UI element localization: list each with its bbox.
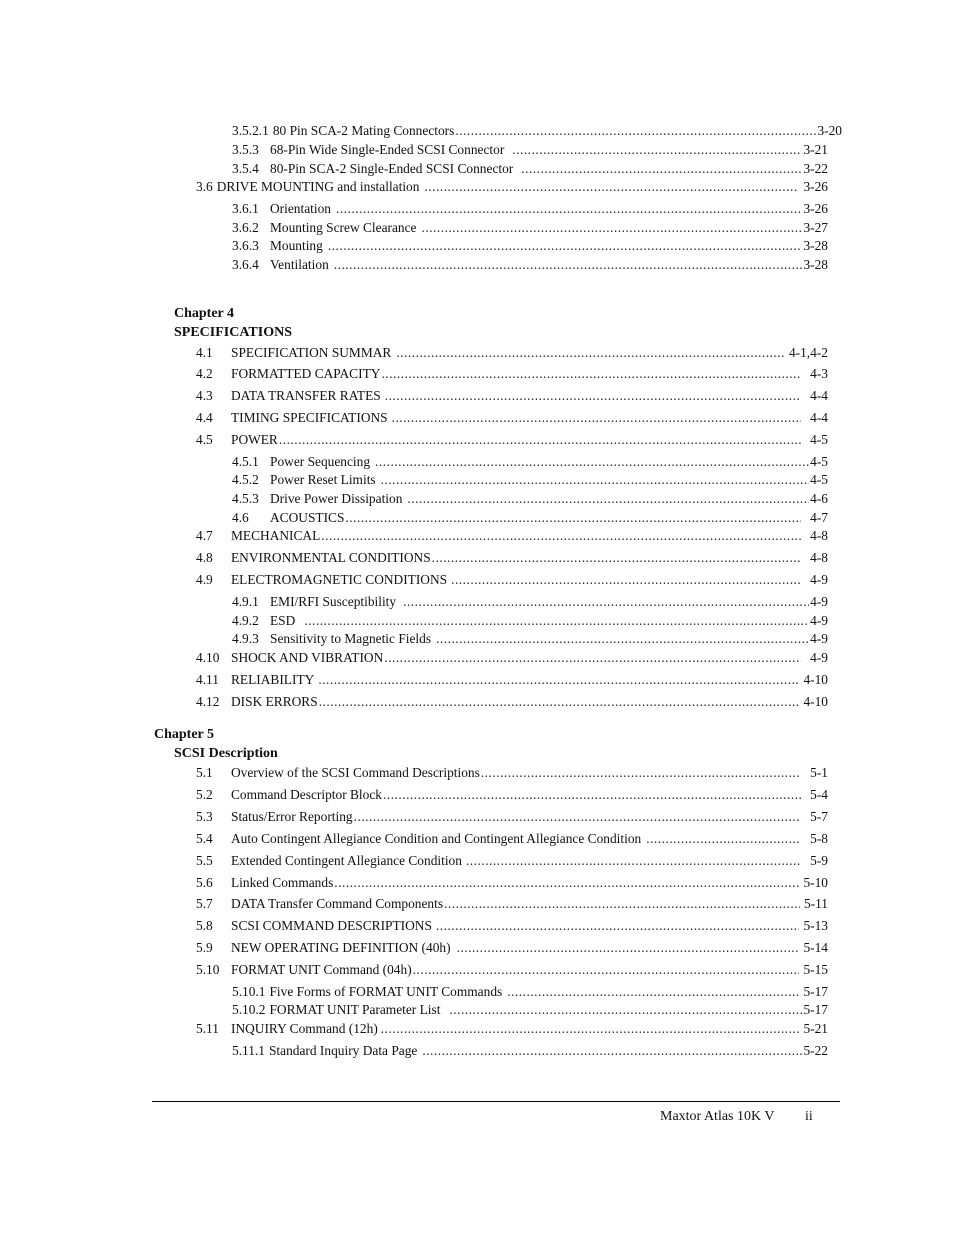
entry-page: 3-22 (803, 161, 828, 176)
entry-title: POWER (231, 432, 278, 447)
entry-number: 4.5.2 (232, 472, 259, 487)
dot-leader (334, 256, 803, 274)
entry-number: 5.10.2 (232, 1002, 266, 1017)
entry-page: 5-4 (810, 787, 828, 802)
toc-entry[interactable] (232, 983, 828, 1001)
dot-leader (507, 983, 799, 1001)
toc-entry[interactable] (232, 122, 842, 140)
entry-title: ENVIRONMENTAL CONDITIONS (231, 550, 431, 565)
dot-leader (422, 1042, 802, 1060)
entry-page: 5-17 (803, 1002, 828, 1017)
dot-leader (646, 830, 801, 848)
toc-entry[interactable] (196, 693, 828, 711)
toc-entry[interactable] (232, 453, 828, 471)
entry-title: Linked Commands (231, 875, 334, 890)
entry-number: 5.11 (196, 1021, 219, 1036)
toc-entry[interactable] (196, 808, 828, 826)
toc-entry[interactable] (196, 786, 828, 804)
toc-entry[interactable] (196, 431, 828, 449)
footer-rule (152, 1101, 840, 1102)
toc-entry[interactable] (232, 1001, 828, 1019)
entry-page: 3-21 (803, 142, 828, 157)
entry-number: 4.1 (196, 345, 213, 360)
toc-entry[interactable] (232, 593, 828, 611)
dot-leader (336, 200, 802, 218)
dot-leader (279, 431, 801, 449)
entry-number: 4.9.2 (232, 613, 259, 628)
entry-page: 5-14 (803, 940, 828, 955)
entry-number: 4.9 (196, 572, 213, 587)
entry-page: 4-4 (810, 410, 828, 425)
entry-title: Status/Error Reporting (231, 809, 353, 824)
toc-entry[interactable] (232, 200, 828, 218)
toc-entry[interactable] (232, 1042, 828, 1060)
dot-leader (403, 593, 809, 611)
entry-page: 4-10 (803, 694, 828, 709)
entry-page: 5-17 (803, 984, 828, 999)
entry-title: DISK ERRORS (231, 694, 318, 709)
entry-page: 4-5 (810, 432, 828, 447)
entry-page: 3-26 (803, 201, 828, 216)
entry-title: SHOCK AND VIBRATION (231, 650, 384, 665)
entry-page: 4-3 (810, 366, 828, 381)
entry-number: 4.10 (196, 650, 220, 665)
toc-entry[interactable] (232, 471, 828, 489)
entry-title: 80-Pin SCA-2 Single-Ended SCSI Connector (270, 161, 514, 176)
entry-number: 3.5.2.1 (232, 123, 269, 138)
footer-title: Maxtor Atlas 10K V (660, 1109, 775, 1124)
entry-page: 4-10 (803, 672, 828, 687)
toc-entry[interactable] (196, 409, 828, 427)
dot-leader (381, 1020, 800, 1038)
dot-leader (422, 219, 803, 237)
dot-leader (432, 549, 801, 567)
entry-number: 5.5 (196, 853, 213, 868)
entry-title: FORMATTED CAPACITY (231, 366, 381, 381)
entry-title: SCSI COMMAND DESCRIPTIONS (231, 918, 432, 933)
entry-page: 4-9 (810, 613, 828, 628)
dot-leader (481, 764, 801, 782)
dot-leader (436, 630, 809, 648)
entry-title: EMI/RFI Susceptibility (270, 594, 397, 609)
entry-page: 3-26 (803, 179, 828, 194)
entry-title: ELECTROMAGNETIC CONDITIONS (231, 572, 448, 587)
dot-leader (381, 471, 810, 489)
toc-entry[interactable] (196, 527, 828, 545)
entry-page: 4-7 (810, 510, 828, 525)
entry-page: 4-6 (810, 491, 828, 506)
entry-number: 3.6.4 (232, 257, 259, 272)
chapter-title: SCSI Description (174, 746, 278, 761)
entry-title: Mounting (270, 238, 323, 253)
entry-page: 4-1,4-2 (788, 345, 828, 360)
entry-title: 68-Pin Wide Single-Ended SCSI Connector (270, 142, 505, 157)
footer-page-number: ii (805, 1109, 813, 1124)
dot-leader (385, 387, 801, 405)
entry-number: 4.5.3 (232, 491, 259, 506)
entry-page: 5-8 (810, 831, 828, 846)
entry-page: 4-8 (810, 550, 828, 565)
entry-page: 4-5 (810, 472, 828, 487)
entry-title: Auto Contingent Allegiance Condition and Contingent Allegiance Condition (231, 831, 642, 846)
toc-entry[interactable] (196, 649, 828, 667)
toc-entry[interactable] (232, 219, 828, 237)
toc-entry[interactable] (232, 160, 828, 178)
entry-number: 5.3 (196, 809, 213, 824)
entry-page: 4-8 (810, 528, 828, 543)
dot-leader (521, 160, 802, 178)
toc-entry[interactable] (196, 1020, 828, 1038)
toc-entry[interactable] (232, 630, 828, 648)
dot-leader (383, 786, 801, 804)
entry-title: ACOUSTICS (270, 510, 345, 525)
entry-number: 3.6.2 (232, 220, 259, 235)
entry-title: Extended Contingent Allegiance Condition (231, 853, 462, 868)
toc-entry[interactable] (196, 917, 828, 935)
dot-leader (407, 490, 809, 508)
dot-leader (375, 453, 809, 471)
entry-title: Standard Inquiry Data Page (268, 1043, 418, 1058)
entry-number: 4.8 (196, 550, 213, 565)
entry-number: 5.9 (196, 940, 213, 955)
dot-leader (413, 961, 800, 979)
dot-leader (451, 571, 801, 589)
entry-number: 4.4 (196, 410, 213, 425)
entry-number: 4.6 (232, 510, 249, 525)
entry-title: Overview of the SCSI Command Descriptions (231, 765, 480, 780)
dot-leader (381, 365, 801, 383)
entry-page: 5-15 (803, 962, 828, 977)
entry-title: DATA Transfer Command Components (231, 896, 444, 911)
dot-leader (457, 939, 800, 957)
entry-number: 4.9.1 (232, 594, 259, 609)
entry-page: 4-9 (810, 650, 828, 665)
entry-number: 4.12 (196, 694, 220, 709)
entry-page: 3-28 (803, 238, 828, 253)
dot-leader (392, 409, 802, 427)
entry-page: 3-20 (817, 123, 842, 138)
entry-number: 3.6 (196, 179, 213, 194)
toc-entry[interactable] (196, 549, 828, 567)
dot-leader (436, 917, 800, 935)
entry-page: 4-4 (810, 388, 828, 403)
dot-leader (424, 178, 798, 196)
entry-title: Orientation (270, 201, 331, 216)
toc-entry[interactable] (196, 671, 828, 689)
dot-leader (318, 671, 799, 689)
dot-leader (384, 649, 801, 667)
dot-leader (328, 237, 803, 255)
toc-entry[interactable] (196, 895, 828, 913)
entry-title: ESD (270, 613, 296, 628)
entry-page: 5-9 (810, 853, 828, 868)
entry-title: SPECIFICATION SUMMAR (231, 345, 392, 360)
entry-number: 4.5 (196, 432, 213, 447)
entry-number: 4.9.3 (232, 631, 259, 646)
entry-number: 3.6.1 (232, 201, 259, 216)
toc-entry[interactable] (196, 961, 828, 979)
entry-number: 5.11.1 (232, 1043, 265, 1058)
dot-leader (319, 693, 800, 711)
entry-page: 5-7 (810, 809, 828, 824)
entry-page: 5-13 (803, 918, 828, 933)
entry-title: 80 Pin SCA-2 Mating Connectors (272, 123, 455, 138)
entry-page: 5-11 (803, 896, 828, 911)
entry-title: NEW OPERATING DEFINITION (40h) (231, 940, 451, 955)
entry-title: FORMAT UNIT Parameter List (269, 1002, 441, 1017)
dot-leader (334, 874, 799, 892)
toc-entry[interactable] (232, 141, 828, 159)
toc-entry[interactable] (196, 852, 828, 870)
entry-number: 5.6 (196, 875, 213, 890)
entry-title: Drive Power Dissipation (270, 491, 403, 506)
toc-entry[interactable] (232, 612, 828, 630)
entry-number: 4.5.1 (232, 454, 259, 469)
entry-title: Power Sequencing (270, 454, 371, 469)
entry-number: 5.1 (196, 765, 213, 780)
dot-leader (512, 141, 802, 159)
entry-title: Sensitivity to Magnetic Fields (270, 631, 432, 646)
toc-entry[interactable] (196, 571, 828, 589)
entry-title: MECHANICAL (231, 528, 321, 543)
toc-entry[interactable] (232, 509, 828, 527)
dot-leader (354, 808, 802, 826)
chapter-label: Chapter 5 (154, 727, 215, 742)
entry-title: Ventilation (270, 257, 329, 272)
entry-page: 5-22 (803, 1043, 828, 1058)
entry-page: 4-9 (810, 594, 828, 609)
entry-number: 5.7 (196, 896, 213, 911)
entry-page: 5-1 (810, 765, 828, 780)
entry-page: 5-10 (803, 875, 828, 890)
toc-entry[interactable] (196, 178, 828, 196)
entry-page: 4-9 (810, 631, 828, 646)
entry-title: RELIABILITY (231, 672, 315, 687)
dot-leader (396, 344, 784, 362)
entry-title: Mounting Screw Clearance (270, 220, 417, 235)
entry-title: INQUIRY Command (12h) (231, 1021, 378, 1036)
toc-entry[interactable] (196, 387, 828, 405)
chapter-title: SPECIFICATIONS (174, 325, 292, 340)
entry-number: 4.3 (196, 388, 213, 403)
entry-title: Command Descriptor Block (231, 787, 382, 802)
entry-number: 4.2 (196, 366, 213, 381)
entry-number: 5.8 (196, 918, 213, 933)
toc-entry[interactable] (196, 344, 828, 362)
entry-title: Power Reset Limits (270, 472, 376, 487)
entry-number: 5.10.1 (232, 984, 266, 999)
entry-number: 5.10 (196, 962, 220, 977)
toc-entry[interactable] (196, 874, 828, 892)
toc-entry[interactable] (232, 256, 828, 274)
toc-entry[interactable] (232, 237, 828, 255)
entry-number: 5.4 (196, 831, 213, 846)
entry-title: TIMING SPECIFICATIONS (231, 410, 388, 425)
entry-number: 3.6.3 (232, 238, 259, 253)
entry-page: 3-28 (803, 257, 828, 272)
entry-page: 4-9 (810, 572, 828, 587)
toc-entry[interactable] (232, 490, 828, 508)
entry-title: Five Forms of FORMAT UNIT Commands (269, 984, 503, 999)
entry-number: 4.11 (196, 672, 219, 687)
entry-number: 4.7 (196, 528, 213, 543)
toc-entry[interactable] (196, 939, 828, 957)
entry-page: 4-5 (810, 454, 828, 469)
toc-entry[interactable] (196, 764, 828, 782)
dot-leader (444, 895, 800, 913)
entry-number: 3.5.4 (232, 161, 259, 176)
dot-leader (345, 509, 801, 527)
dot-leader (304, 612, 809, 630)
dot-leader (321, 527, 801, 545)
dot-leader (455, 122, 816, 140)
dot-leader (466, 852, 801, 870)
entry-number: 5.2 (196, 787, 213, 802)
entry-page: 3-27 (803, 220, 828, 235)
entry-title: DRIVE MOUNTING and installation (216, 179, 420, 194)
entry-title: DATA TRANSFER RATES (231, 388, 381, 403)
entry-number: 3.5.3 (232, 142, 259, 157)
chapter-label: Chapter 4 (174, 306, 235, 321)
toc-entry[interactable] (196, 365, 828, 383)
toc-entry[interactable] (196, 830, 828, 848)
entry-title: FORMAT UNIT Command (04h) (231, 962, 412, 977)
dot-leader (449, 1001, 802, 1019)
entry-page: 5-21 (803, 1021, 828, 1036)
